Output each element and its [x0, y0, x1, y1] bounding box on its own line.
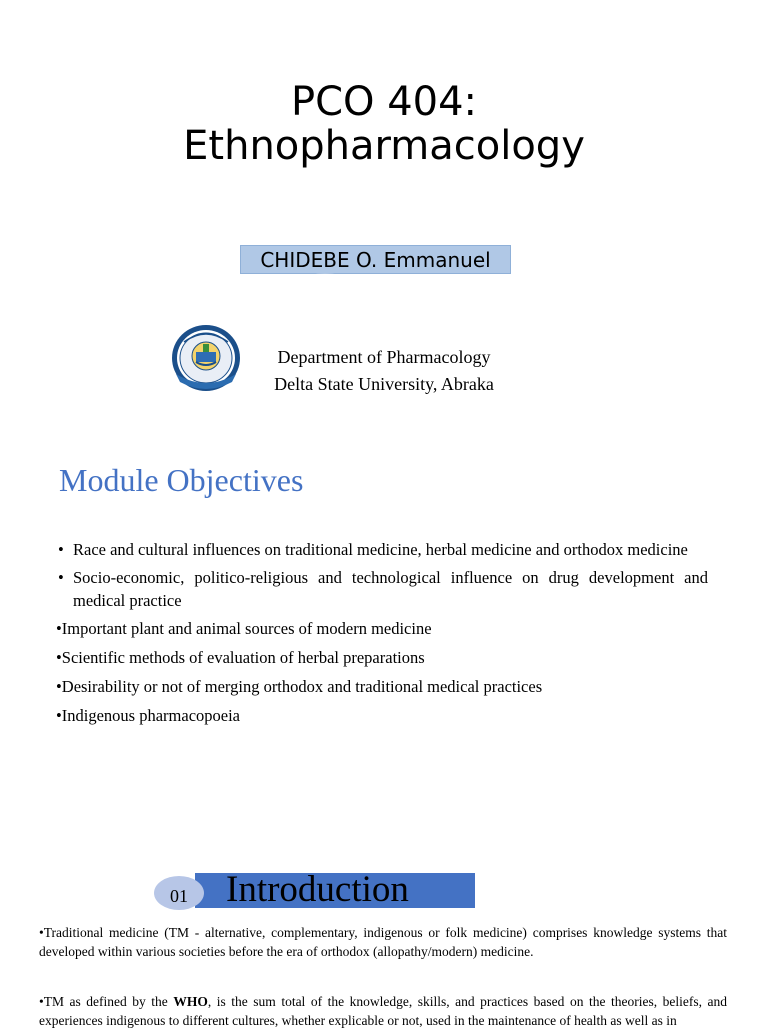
para-text: , is the sum total of the knowledge, skills, and practices based on the theories, beliefs, and experiences indigenous to different cultures, whether explicable or not, used in the maintenance of health as well as in [39, 994, 727, 1028]
who-bold-text: WHO [173, 994, 208, 1009]
intro-paragraph: •Traditional medicine (TM - alternative, complementary, indigenous or folk medicine) comprises knowledge systems that developed within various societies before the era of orthodox (allopathy/modern) medicine. [39, 925, 727, 959]
objective-item: • Race and cultural influences on traditional medicine, herbal medicine and orthodox medicine [56, 538, 708, 561]
section-number-badge: 01 [154, 876, 204, 910]
objective-item: •Important plant and animal sources of modern medicine [56, 619, 432, 638]
department-name: Department of Pharmacology [277, 347, 491, 367]
university-name: Delta State University, Abraka [274, 374, 494, 394]
objectives-list [56, 538, 708, 733]
author-name: CHIDEBE O. Emmanuel [260, 248, 491, 272]
title-line-1: PCO 404: [290, 79, 478, 125]
objective-item: •Desirability or not of merging orthodox and traditional medical practices [56, 677, 543, 696]
department-block [262, 344, 506, 398]
objective-item: •Indigenous pharmacopoeia [56, 706, 241, 725]
objective-item: •Scientific methods of evaluation of herbal preparations [56, 648, 425, 667]
university-seal-logo [170, 322, 242, 394]
title-line-2: Ethnopharmacology [183, 123, 585, 169]
module-objectives-heading: Module Objectives [59, 462, 304, 498]
para-text: •TM as defined by the [39, 994, 174, 1009]
slide-title [0, 80, 768, 168]
introduction-heading: Introduction [226, 869, 409, 910]
intro-paragraph [39, 992, 727, 1030]
objective-item: • Socio-economic, politico-religious and technological influence on drug development and medical practice [56, 566, 708, 612]
